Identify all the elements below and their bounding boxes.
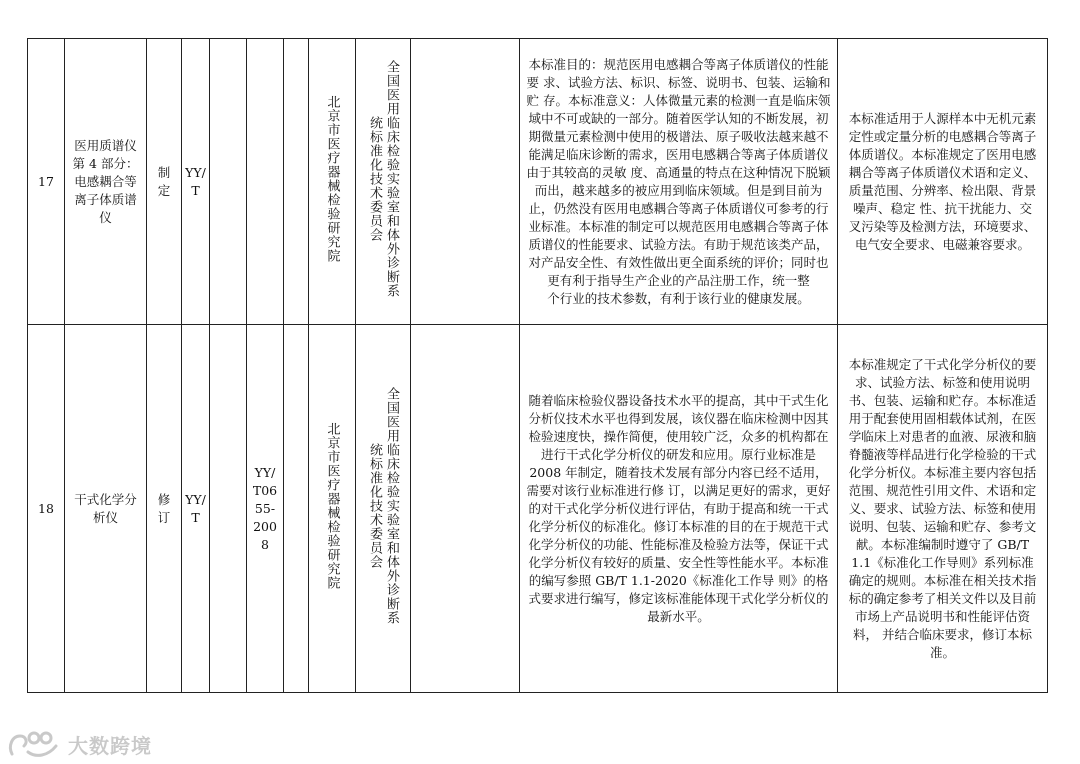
- technical-committee: 全国医用临床检验实验室和体外诊断系统标准化技术委员会: [356, 39, 411, 325]
- row-number: 18: [28, 325, 65, 693]
- table-row: [28, 39, 1048, 325]
- standard-category: YY/T: [182, 325, 210, 693]
- drafting-organization: 北京市医疗器械检验研究院: [309, 39, 356, 325]
- scope-content: 本标准规定了干式化学分析仪的要 求、试验方法、标签和使用说明书、包装、运输和贮存。本标准适用于配套使用固相载体试剂，在医学临床上对患者的血液、尿液和脑脊髓液等样品进行化学检验的干式化学分析仪。本标准主要内容包括范围、规范性引用文件、术语和定义、要求、试验方法、标签和使用说明、包装、运输和贮存、参考文献。本标准编制时遵守了 GB/T 1.1《标准化工作导则》系列标准确定的规则。本标准在相关技术指标的确定参考了相关文件以及目前市场上产品说明书和性能评估资料， 并结合临床要求，修订本标准。: [838, 325, 1048, 693]
- drafting-organization: 北京市医疗器械检验研究院: [309, 325, 356, 693]
- empty-cell: [284, 325, 309, 693]
- row-number: 17: [28, 39, 65, 325]
- empty-cell: [411, 39, 520, 325]
- standard-category: YY/T: [182, 39, 210, 325]
- replaced-standard: [247, 39, 284, 325]
- logo-swirl-icon: [6, 728, 64, 760]
- watermark: [6, 728, 152, 760]
- project-type: 修订: [147, 325, 182, 693]
- replaced-standard: YY/T0655-2008: [247, 325, 284, 693]
- purpose-significance: [520, 39, 838, 325]
- standard-name: 干式化学分析仪: [65, 325, 147, 693]
- purpose-text: 随着临床检验仪器设备技术水平的提高，其中干式生化分析仪技术水平也得到发展，该仪器在临床检测中因其检验速度快，操作简便，使用较广泛，众多的机构都在进行干式化学分析仪的研发和应用。原行业标准是 2008 年制定，随着技术发展有部分内容已经不适用，需要对该行业标准进行修 订，以满足更好的需求，更好的对干式化学分析仪进行评估，有助于提高和统一干式化学分析仪的标准化。修订本标准的目的在于规范干式化学分析仪的功能、性能标准及检验方法等，保证干式化学分析仪有较好的质量、安全性等性能水平。本标准的编写参照 GB/T 1.1-2020《标准化工作导 则》的格式要求进行编写，修定该标准能体现干式化学分析仪的最新水平。: [526, 392, 831, 624]
- standard-name: 医用质谱仪第 4 部分：电感耦合等离子体质谱仪: [65, 39, 147, 325]
- table-row: [28, 325, 1048, 693]
- purpose-text: 本标准目的：规范医用电感耦合等离子体质谱仪的性能要 求、试验方法、标识、标签、说明书、包装、运输和贮 存。本标准意义：人体微量元素的检测一直是临床领域中不可或缺的一部分。随着医学认知的不断发展，初期微量元素检测中使用的极谱法、原子吸收法越来越不能满足临床诊断的需求，医用电感耦合等离子体质谱仪由于其较高的灵敏 度、高通量的特点在这种情况下脱颖而出，越来越多的被应用到临床领域。但是到目前为止，仍然没有医用电感耦合等离子体质谱仪可参考的行业标准。本标准的制定可以规范医用电感耦合等离子体质谱仪的性能要求、试验方法。有助于规范该类产品，对产品安全性、有效性做出更全面系统的评价；同时也更有利于指导生产企业的产品注册工作，统一整: [526, 56, 831, 288]
- empty-cell: [284, 39, 309, 325]
- standards-table: [27, 38, 1048, 693]
- empty-cell: [411, 325, 520, 693]
- empty-cell: [210, 325, 247, 693]
- purpose-significance: [520, 325, 838, 693]
- technical-committee: 全国医用临床检验实验室和体外诊断系统标准化技术委员会: [356, 325, 411, 693]
- project-type: 制定: [147, 39, 182, 325]
- scope-content: 本标准适用于人源样本中无机元素定性或定量分析的电感耦合等离子体质谱仪。本标准规定了医用电感耦合等离子体质谱仪术语和定义、质量范围、分辨率、检出限、背景噪声、稳定 性、抗干扰能力、交叉污染等及检测方法，环境要求、电气安全要求、电磁兼容要求。: [838, 39, 1048, 325]
- watermark-text: 大数跨境: [68, 733, 152, 758]
- purpose-text-tail: 个行业的技术参数，有利于该行业的健康发展。: [547, 290, 810, 306]
- empty-cell: [210, 39, 247, 325]
